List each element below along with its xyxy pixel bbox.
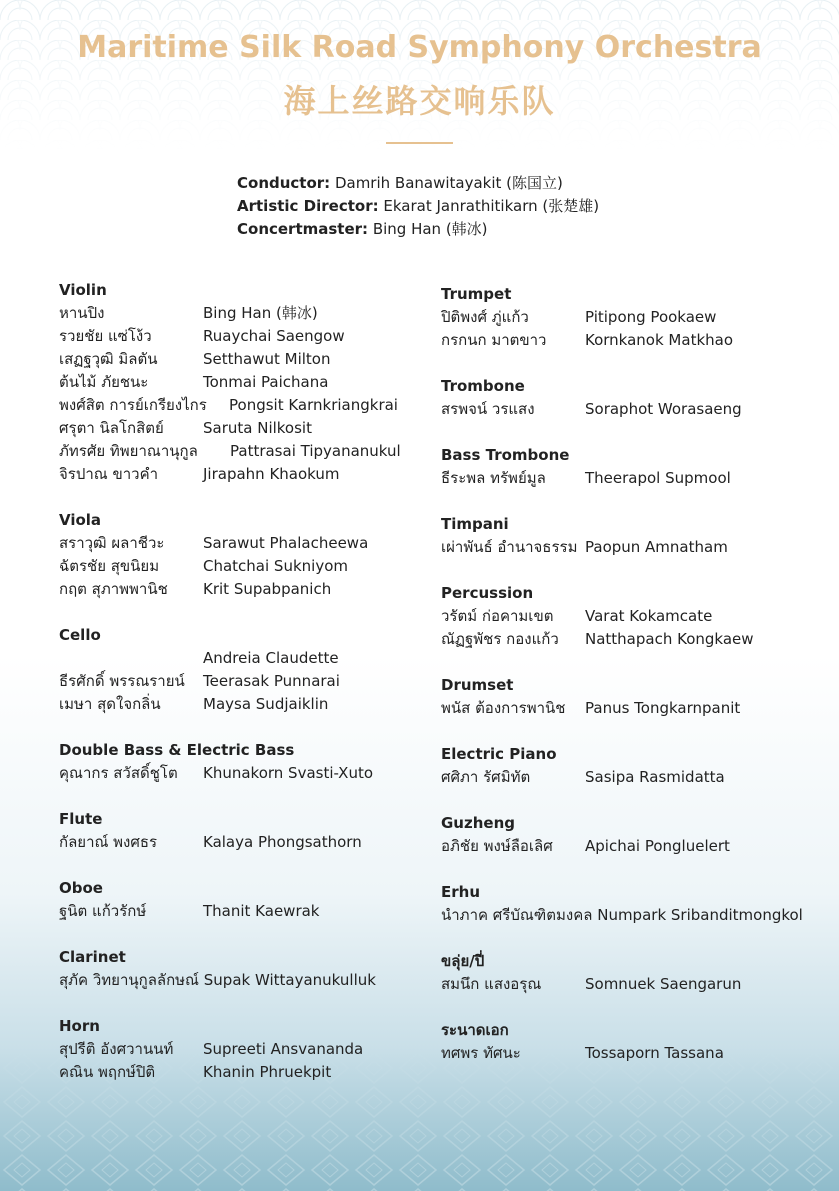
member-row — [59, 394, 429, 417]
member-name-english: Kalaya Phongsathorn — [203, 833, 362, 851]
section-title: Drumset — [441, 676, 514, 694]
member-name-english: Pongsit Karnkriangkrai — [229, 396, 398, 414]
member-name-thai: ภัทรศัย ทิพยาณานุกูล — [59, 442, 198, 460]
leadership-block — [237, 172, 599, 241]
member-row — [441, 536, 836, 559]
section-title: Timpani — [441, 515, 509, 533]
member-name-english: Andreia Claudette — [203, 649, 339, 667]
member-name-english: Numpark Sribanditmongkol — [597, 906, 803, 924]
section-title: Percussion — [441, 584, 534, 602]
member-name-thai: สุภัค วิทยานุกูลลักษณ์ — [59, 971, 199, 989]
member-name-thai: ฉัตรชัย สุขนิยม — [59, 557, 160, 575]
member-name-thai: ต้นไม้ ภัยชนะ — [59, 373, 149, 391]
member-name-thai: กัลยาณ์ พงศธร — [59, 833, 158, 851]
section-timpani — [441, 513, 836, 559]
member-row — [59, 440, 429, 463]
member-name-thai: สมนึก แสงอรุณ — [441, 975, 542, 993]
section-title: ขลุ่ย/ปี่ — [441, 952, 485, 970]
member-name-english: Teerasak Punnarai — [203, 672, 340, 690]
member-name-thai: ฐนิต แก้วรักษ์ — [59, 902, 147, 920]
orchestra-title-zh: 海上丝路交响乐队 — [283, 82, 556, 120]
section- — [441, 1019, 836, 1065]
leader-name: Damrih Banawitayakit (陈国立) — [334, 174, 563, 192]
section-title: Cello — [59, 626, 101, 644]
section-double-bass-electric-bass — [59, 739, 429, 785]
section-title: Clarinet — [59, 948, 126, 966]
leader-role: Conductor: — [237, 174, 331, 192]
section-bass-trombone — [441, 444, 836, 490]
section-horn — [59, 1015, 429, 1084]
member-name-english: Sasipa Rasmidatta — [585, 768, 725, 786]
member-row — [441, 628, 836, 651]
orchestra-title-en: Maritime Silk Road Symphony Orchestra — [77, 30, 762, 65]
member-name-english: Ruaychai Saengow — [203, 327, 345, 345]
section-title: Trombone — [441, 377, 525, 395]
section- — [441, 950, 836, 996]
section-viola — [59, 509, 429, 601]
section-title: Viola — [59, 511, 102, 529]
member-name-thai: ณัฏฐพัชร กองแก้ว — [441, 630, 559, 648]
member-name-english: Krit Supabpanich — [203, 580, 332, 598]
member-name-thai: ปิติพงศ์ ภู่แก้ว — [441, 308, 529, 326]
member-name-thai: ศรุตา นิลโกสิตย์ — [59, 419, 164, 437]
member-name-thai: พนัส ต้องการพานิช — [441, 699, 566, 717]
member-name-thai: ศศิภา รัศมิทัต — [441, 768, 531, 786]
member-name-english: Tossaporn Tassana — [585, 1044, 724, 1062]
section-title: Trumpet — [441, 285, 512, 303]
member-name-english: Khanin Phruekpit — [203, 1063, 332, 1081]
member-row — [59, 302, 429, 325]
member-row — [59, 762, 429, 785]
section-trumpet — [441, 283, 836, 352]
member-row — [441, 605, 836, 628]
leader-artistic-director — [237, 195, 599, 218]
member-row — [59, 670, 429, 693]
section-oboe — [59, 877, 429, 923]
member-name-english: Pattrasai Tipyananukul — [230, 442, 401, 460]
member-name-english: Kornkanok Matkhao — [585, 331, 734, 349]
member-row — [59, 348, 429, 371]
member-name-thai: ทศพร ทัศนะ — [441, 1044, 521, 1062]
member-name-english: Paopun Amnatham — [585, 538, 728, 556]
member-name-english: Natthapach Kongkaew — [585, 630, 754, 648]
member-name-thai: ธีระพล ทรัพย์มูล — [441, 469, 546, 487]
member-row — [59, 463, 429, 486]
leader-concertmaster — [237, 218, 599, 241]
member-name-thai: วรัตม์ ก่อคามเขต — [441, 607, 554, 625]
section-flute — [59, 808, 429, 854]
member-name-thai: สรพจน์ วรแสง — [441, 400, 535, 418]
member-name-thai: สราวุฒิ ผลาชีวะ — [59, 534, 165, 552]
member-name-english: Chatchai Sukniyom — [203, 557, 348, 575]
member-name-english: Soraphot Worasaeng — [585, 400, 742, 418]
section-title: Electric Piano — [441, 745, 557, 763]
member-name-thai: จิรปาณ ขาวคำ — [59, 465, 159, 483]
member-name-thai: เมษา สุดใจกลิ่น — [59, 695, 161, 713]
member-row — [441, 467, 836, 490]
member-name-thai: นำภาค ศรีบัณฑิตมงคล — [441, 906, 593, 924]
member-name-thai: ธีรศักดิ์ พรรณรายน์ — [59, 672, 185, 690]
member-row — [441, 973, 836, 996]
section-percussion — [441, 582, 836, 651]
member-row — [59, 969, 429, 992]
member-row — [59, 1061, 429, 1084]
member-name-thai: รวยชัย แซ่โง้ว — [59, 327, 152, 345]
section-title: ระนาดเอก — [441, 1021, 509, 1039]
member-name-thai: เสฏฐวุฒิ มิลตัน — [59, 350, 158, 368]
member-name-thai: กรกนก มาตขาว — [441, 331, 547, 349]
member-name-english: Somnuek Saengarun — [585, 975, 742, 993]
member-name-english: Supreeti Ansvananda — [203, 1040, 364, 1058]
section-title: Violin — [59, 281, 107, 299]
member-name-english: Saruta Nilkosit — [203, 419, 312, 437]
member-row — [441, 398, 836, 421]
member-row — [441, 306, 836, 329]
member-row — [441, 766, 836, 789]
member-row — [59, 1038, 429, 1061]
member-row — [59, 532, 429, 555]
member-row — [59, 693, 429, 716]
member-name-english: Apichai Pongluelert — [585, 837, 730, 855]
member-name-english: Maysa Sudjaiklin — [203, 695, 329, 713]
member-name-thai: คุณากร สวัสดิ์ชูโต — [59, 764, 178, 782]
leader-conductor — [237, 172, 599, 195]
member-name-english: Supak Wittayanukulluk — [203, 971, 376, 989]
member-name-english: Theerapol Supmool — [585, 469, 731, 487]
member-row — [441, 329, 836, 352]
member-row — [59, 831, 429, 854]
roster-right-column — [441, 283, 836, 1088]
roster-left-column — [59, 279, 429, 1107]
section-title: Bass Trombone — [441, 446, 570, 464]
member-name-english: Thanit Kaewrak — [203, 902, 320, 920]
section-guzheng — [441, 812, 836, 858]
section-cello — [59, 624, 429, 716]
member-name-thai: คณิน พฤกษ์ปิติ — [59, 1063, 156, 1081]
section-trombone — [441, 375, 836, 421]
member-row — [59, 325, 429, 348]
member-name-thai: เผ่าพันธ์ อำนาจธรรม — [441, 538, 578, 556]
member-name-thai: หานปิง — [59, 304, 105, 322]
section-title: Oboe — [59, 879, 103, 897]
section-title: Double Bass & Electric Bass — [59, 741, 295, 759]
leader-name: Ekarat Janrathitikarn (张楚雄) — [383, 197, 600, 215]
member-row — [441, 904, 836, 927]
wave-pattern-top — [0, 0, 839, 150]
member-row — [59, 647, 429, 670]
member-row — [59, 417, 429, 440]
member-name-english: Khunakorn Svasti-Xuto — [203, 764, 374, 782]
member-name-english: Tonmai Paichana — [203, 373, 329, 391]
member-row — [59, 578, 429, 601]
member-name-english: Pitipong Pookaew — [585, 308, 717, 326]
title-divider — [386, 142, 453, 144]
section-title: Horn — [59, 1017, 100, 1035]
member-name-thai: อภิชัย พงษ์ลือเลิศ — [441, 837, 553, 855]
section-clarinet — [59, 946, 429, 992]
member-row — [441, 835, 836, 858]
member-name-english: Jirapahn Khaokum — [203, 465, 340, 483]
leader-role: Concertmaster: — [237, 220, 369, 238]
section-drumset — [441, 674, 836, 720]
member-name-thai: กฤต สุภาพพานิช — [59, 580, 168, 598]
member-row — [441, 1042, 836, 1065]
leader-role: Artistic Director: — [237, 197, 379, 215]
member-name-thai: สุปรีติ อังศวานนท์ — [59, 1040, 174, 1058]
section-title: Guzheng — [441, 814, 515, 832]
member-name-english: Panus Tongkarnpanit — [585, 699, 741, 717]
member-name-english: Setthawut Milton — [203, 350, 331, 368]
member-row — [59, 555, 429, 578]
member-name-english: Varat Kokamcate — [585, 607, 713, 625]
section-title: Flute — [59, 810, 103, 828]
section-erhu — [441, 881, 836, 927]
member-name-english: Sarawut Phalacheewa — [203, 534, 369, 552]
leader-name: Bing Han (韩冰) — [372, 220, 488, 238]
section-electric-piano — [441, 743, 836, 789]
section-violin — [59, 279, 429, 486]
member-name-thai: พงศ์สิต การย์เกรียงไกร — [59, 396, 207, 414]
section-title: Erhu — [441, 883, 481, 901]
member-row — [59, 900, 429, 923]
member-name-english: Bing Han (韩冰) — [203, 304, 318, 322]
member-row — [59, 371, 429, 394]
member-row — [441, 697, 836, 720]
